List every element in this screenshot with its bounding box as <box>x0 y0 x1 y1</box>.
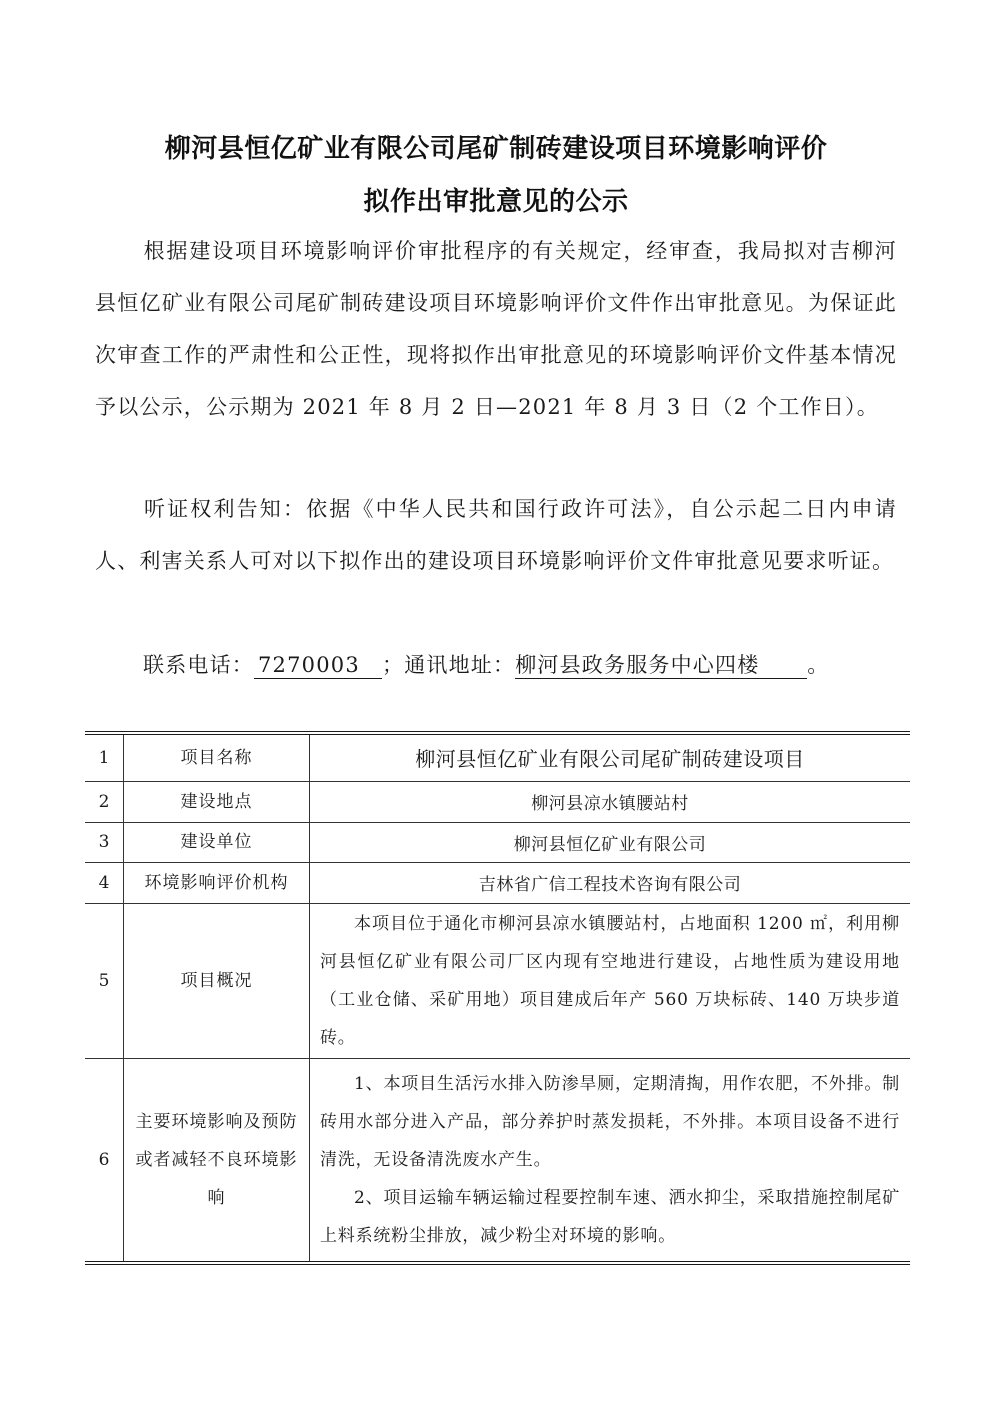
row-value: 柳河县恒亿矿业有限公司尾矿制砖建设项目 <box>310 733 911 781</box>
address-value: 柳河县政务服务中心四楼 <box>515 652 807 679</box>
row-number: 3 <box>85 822 124 862</box>
row-number: 1 <box>85 733 124 781</box>
row-value: 柳河县恒亿矿业有限公司 <box>310 822 911 862</box>
table-row <box>85 781 910 822</box>
row-label: 项目名称 <box>124 733 310 781</box>
document-title-line-2: 拟作出审批意见的公示 <box>363 187 629 217</box>
project-info-table <box>85 731 910 1265</box>
table-row <box>85 862 910 903</box>
row-label: 主要环境影响及预防或者减轻不良环境影响 <box>124 1058 310 1263</box>
address-label: ；通讯地址： <box>382 653 516 677</box>
impact-paragraph-2: 2、项目运输车辆运输过程要控制车速、洒水抑尘，采取措施控制尾矿上料系统粉尘排放，减少粉尘对环境的影响。 <box>320 1187 900 1246</box>
row-label: 建设地点 <box>124 781 310 822</box>
row-label: 建设单位 <box>124 822 310 862</box>
row-value: 柳河县凉水镇腰站村 <box>310 781 911 822</box>
phone-label: 联系电话： <box>143 653 254 677</box>
impact-paragraph-1: 1、本项目生活污水排入防渗旱厕，定期清掏，用作农肥，不外排。制砖用水部分进入产品，部分养护时蒸发损耗，不外排。本项目设备不进行清洗，无设备清洗废水产生。 <box>320 1073 900 1170</box>
contact-line <box>95 639 897 691</box>
table-row <box>85 903 910 1058</box>
row-number: 5 <box>85 903 124 1058</box>
intro-text: 根据建设项目环境影响评价审批程序的有关规定，经审查，我局拟对吉柳河县恒亿矿业有限公司尾矿制砖建设项目环境影响评价文件作出审批意见。为保证此次审查工作的严肃性和公正性，现将拟作出审批意见的环境影响评价文件基本情况予以公示，公示期为 2021 年 8 月 2 日—2021 年 8 月 3 日（2 个工作日）。 <box>95 239 897 419</box>
row-value <box>310 903 911 1058</box>
hearing-paragraph <box>95 483 897 587</box>
row-value: 吉林省广信工程技术咨询有限公司 <box>310 862 911 903</box>
contact-end: 。 <box>807 653 830 677</box>
table-row <box>85 1058 910 1263</box>
overview-text: 本项目位于通化市柳河县凉水镇腰站村，占地面积 1200 ㎡，利用柳河县恒亿矿业有限公司厂区内现有空地进行建设，占地性质为建设用地（工业仓储、采矿用地）项目建成后年产 560 万块标砖、140 万块步道砖。 <box>320 913 900 1048</box>
table-row <box>85 733 910 781</box>
row-label: 项目概况 <box>124 903 310 1058</box>
row-label: 环境影响评价机构 <box>124 862 310 903</box>
phone-number: 7270003 <box>254 652 382 679</box>
row-value <box>310 1058 911 1263</box>
row-number: 6 <box>85 1058 124 1263</box>
document-title-line-1: 柳河县恒亿矿业有限公司尾矿制砖建设项目环境影响评价 <box>164 134 828 164</box>
hearing-text: 听证权利告知：依据《中华人民共和国行政许可法》，自公示起二日内申请人、利害关系人可对以下拟作出的建设项目环境影响评价文件审批意见要求听证。 <box>95 497 897 573</box>
intro-paragraph <box>95 225 897 433</box>
row-number: 2 <box>85 781 124 822</box>
table-row <box>85 822 910 862</box>
row-number: 4 <box>85 862 124 903</box>
